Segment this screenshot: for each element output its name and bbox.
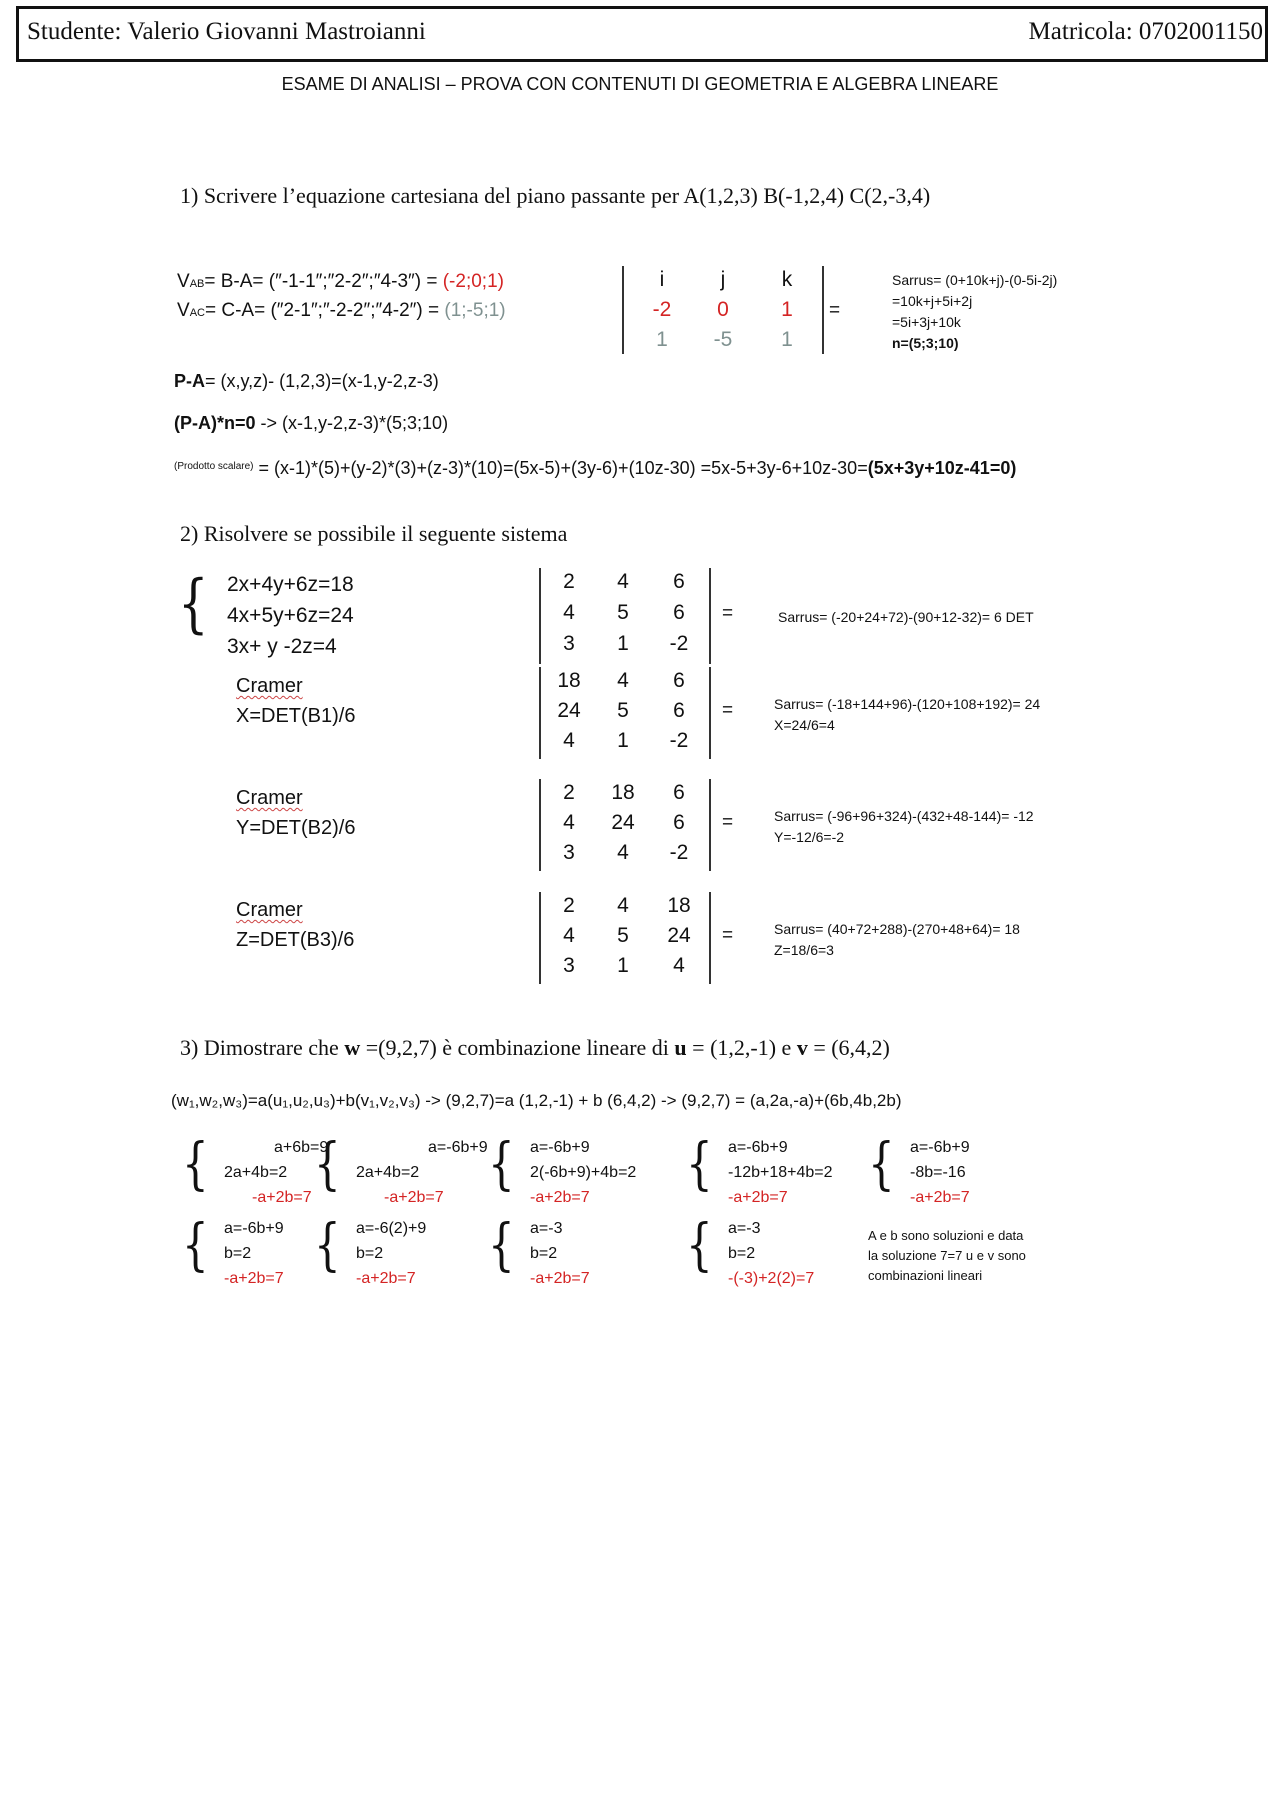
linear-system [728, 1216, 814, 1291]
matrix-cell: 4 [563, 729, 575, 752]
matrix-cell: 5 [617, 924, 629, 947]
b3-equals: = [722, 925, 734, 946]
linear-system [530, 1135, 636, 1210]
vector-u: u [674, 1035, 687, 1060]
equation: 4x+5y+6z=24 [227, 604, 354, 627]
matricola: Matricola: 0702001150 [1028, 18, 1263, 45]
matrix-cell: 1 [617, 632, 629, 655]
system-equation: a=-6(2)+9 [356, 1220, 427, 1237]
q1-vac [177, 300, 506, 322]
matrix-cell: 18 [557, 669, 581, 692]
sarrus-line: =5i+3j+10k [892, 314, 961, 330]
linear-system [910, 1135, 970, 1210]
system-equation: -12b+18+4b=2 [728, 1164, 833, 1181]
matrix-cell: k [781, 268, 793, 291]
system-equation: a=-6b+9 [728, 1139, 788, 1156]
system-brace: { [686, 1132, 713, 1197]
b2-sarrus [774, 806, 1034, 848]
linear-system [728, 1135, 833, 1210]
matrix-cell: 6 [673, 781, 685, 804]
system-brace: { [314, 1132, 341, 1197]
system-equation: -a+2b=7 [530, 1270, 590, 1287]
x-formula: X=DET(B1)/6 [236, 705, 356, 727]
matrix-cell: 4 [673, 954, 685, 977]
cramer-label: Cramer [236, 787, 303, 809]
pan-label: (P-A)*n=0 [174, 413, 256, 433]
vac-result: (1;-5;1) [444, 300, 506, 321]
matrix-cell: 4 [617, 669, 629, 692]
system-brace: { [488, 1213, 515, 1278]
matrix-cell: -2 [669, 632, 689, 655]
matrix-cell: 3 [563, 841, 575, 864]
matrix-cell: -2 [652, 298, 672, 321]
system-equation: a=-6b+9 [224, 1220, 284, 1237]
matrix-cell: j [720, 268, 726, 291]
b1-sarrus-text: Sarrus= (-18+144+96)-(120+108+192)= 24 [774, 696, 1041, 712]
system-brace: { [488, 1132, 515, 1197]
matrix-cell: 1 [781, 328, 793, 351]
conclusion-line: combinazioni lineari [868, 1268, 983, 1283]
det-equals: = [722, 603, 734, 624]
vab-text: = B-A= (″-1-1″;″2-2″;″4-3″) = [204, 271, 443, 292]
q1-pan [174, 413, 448, 434]
matrix-cell: 18 [667, 894, 691, 917]
vac-sub: AC [189, 307, 205, 319]
matrix-cell: -2 [669, 841, 689, 864]
exam-title: ESAME DI ANALISI – PROVA CON CONTENUTI DI GEOMETRIA E ALGEBRA LINEARE [281, 74, 999, 94]
student-name: Studente: Valerio Giovanni Mastroianni [27, 18, 426, 45]
q2-det-matrix [539, 568, 711, 664]
matrix-cell: 4 [617, 894, 629, 917]
system-brace: { [314, 1213, 341, 1278]
sarrus-line: Sarrus= (0+10k+j)-(0-5i-2j) [892, 272, 1058, 288]
system-equation: -a+2b=7 [530, 1189, 590, 1206]
q1-vab [177, 271, 504, 293]
linear-system [530, 1216, 590, 1291]
system-equation: -(-3)+2(2)=7 [728, 1270, 815, 1287]
vac-text: = C-A= (″2-1″;″-2-2″;″4-2″) = [204, 300, 445, 321]
b1-sarrus [774, 694, 1040, 736]
matrix-cell: 5 [617, 699, 629, 722]
matrix-cell: 24 [667, 924, 691, 947]
system-brace: { [182, 1132, 209, 1197]
cramer-z [236, 895, 354, 955]
matrix-cell: 2 [563, 781, 575, 804]
equation: 3x+ y -2z=4 [227, 635, 337, 658]
pan-text: -> (x-1,y-2,z-3)*(5;3;10) [255, 413, 449, 433]
det-sarrus-text: Sarrus= (-20+24+72)-(90+12-32)= 6 DET [778, 609, 1034, 625]
pa-text: = (x,y,z)- (1,2,3)=(x-1,y-2,z-3) [205, 371, 439, 391]
z-result: Z=18/6=3 [774, 942, 834, 958]
vector-v: v [796, 1035, 808, 1060]
matrix-cell: 1 [781, 298, 793, 321]
q1-pa [174, 371, 439, 392]
vab-sub: AB [189, 278, 205, 290]
matrix-cell: 3 [563, 954, 575, 977]
system-brace: { [182, 1213, 209, 1278]
system-equation: 2a+4b=2 [224, 1164, 288, 1181]
b2-equals: = [722, 812, 734, 833]
matrix-cell: 0 [717, 298, 729, 321]
y-formula: Y=DET(B2)/6 [236, 817, 356, 839]
system-equation: -a+2b=7 [224, 1270, 284, 1287]
q2-title: 2) Risolvere se possibile il seguente sistema [180, 521, 568, 546]
q3-conclusion [868, 1226, 1026, 1286]
b2-sarrus-text: Sarrus= (-96+96+324)-(432+48-144)= -12 [774, 808, 1034, 824]
b3-sarrus [774, 919, 1020, 961]
cramer-y [236, 783, 355, 843]
q3-relation: (w₁,w₂,w₃)=a(u₁,u₂,u₃)+b(v₁,v₂,v₃) -> (9,2,7)=a (1,2,-1) + b (6,4,2) -> (9,2,7) = (a,2a,-a)+(6b,4b,2b) [171, 1091, 902, 1110]
system-equation: -a+2b=7 [252, 1189, 312, 1206]
normal-vector: n=(5;3;10) [892, 335, 959, 351]
vab-prefix: V [177, 271, 190, 292]
q3-title-part: = (6,4,2) [807, 1035, 890, 1060]
b3-matrix [539, 892, 711, 984]
sarrus-line: =10k+j+5i+2j [892, 293, 973, 309]
matrix-cell: 6 [673, 699, 685, 722]
matrix-cell: 1 [617, 954, 629, 977]
system-brace: { [868, 1132, 895, 1197]
q1-cross-matrix [622, 266, 824, 354]
y-result: Y=-12/6=-2 [774, 829, 845, 845]
system-equation: b=2 [356, 1245, 384, 1262]
system-equation: b=2 [728, 1245, 756, 1262]
system-equation: a=-6b+9 [530, 1139, 590, 1156]
linear-system [224, 1135, 328, 1210]
matrix-cell: 2 [563, 570, 575, 593]
q3-title [180, 1035, 890, 1061]
scalar-note: (Prodotto scalare) [174, 461, 254, 472]
system-equation: -a+2b=7 [384, 1189, 444, 1206]
matrix-cell: i [659, 268, 665, 291]
system-equation: b=2 [530, 1245, 558, 1262]
system-equation: a+6b=9 [274, 1139, 329, 1156]
matrix-cell: -5 [713, 328, 733, 351]
matrix-cell: 2 [563, 894, 575, 917]
system-equation: -a+2b=7 [356, 1270, 416, 1287]
cramer-label: Cramer [236, 899, 303, 921]
system-equation: a=-6b+9 [910, 1139, 970, 1156]
vector-w: w [344, 1035, 361, 1060]
cramer-label: Cramer [236, 675, 303, 697]
vac-prefix: V [177, 300, 190, 321]
matrix-cell: 1 [617, 729, 629, 752]
system-equation: a=-3 [728, 1220, 761, 1237]
z-formula: Z=DET(B3)/6 [236, 929, 355, 951]
b2-matrix [539, 779, 711, 871]
matrix-cell: 4 [617, 570, 629, 593]
q1-scalar [174, 458, 1016, 479]
pa-label: P-A [174, 371, 205, 391]
matrix-cell: 6 [673, 570, 685, 593]
system-brace: { [686, 1213, 713, 1278]
system-equation: 2a+4b=2 [356, 1164, 420, 1181]
b3-sarrus-text: Sarrus= (40+72+288)-(270+48+64)= 18 [774, 921, 1020, 937]
matrix-cell: 1 [656, 328, 668, 351]
q1-equals: = [829, 300, 841, 321]
system-brace: { [178, 567, 209, 641]
matrix-cell: 6 [673, 669, 685, 692]
q3-title-part: = (1,2,-1) e [686, 1035, 797, 1060]
system-equation: 2(-6b+9)+4b=2 [530, 1164, 637, 1181]
matrix-cell: 4 [563, 811, 575, 834]
system-equation: -a+2b=7 [910, 1189, 970, 1206]
cramer-x [236, 671, 355, 731]
matrix-cell: 6 [673, 811, 685, 834]
system-equation: a=-6b+9 [428, 1139, 488, 1156]
q1-title: 1) Scrivere l’equazione cartesiana del piano passante per A(1,2,3) B(-1,2,4) C(2,-3,4) [180, 183, 931, 208]
b1-equals: = [722, 700, 734, 721]
linear-system [356, 1135, 488, 1210]
det-sarrus [778, 609, 1034, 625]
conclusion-line: A e b sono soluzioni e data [868, 1228, 1024, 1243]
vab-result: (-2;0;1) [442, 271, 504, 292]
system-equation: -8b=-16 [910, 1164, 966, 1181]
matrix-cell: 4 [563, 601, 575, 624]
b1-matrix [539, 667, 711, 759]
system-equation: -a+2b=7 [728, 1189, 788, 1206]
x-result: X=24/6=4 [774, 717, 835, 733]
scalar-text: = (x-1)*(5)+(y-2)*(3)+(z-3)*(10)=(5x-5)+(3y-6)+(10z-30) =5x-5+3y-6+10z-30= [253, 458, 868, 478]
system-equation: a=-3 [530, 1220, 563, 1237]
equation: 2x+4y+6z=18 [227, 573, 354, 596]
matrix-cell: 3 [563, 632, 575, 655]
plane-equation: (5x+3y+10z-41=0) [867, 458, 1017, 478]
matrix-cell: -2 [669, 729, 689, 752]
matrix-cell: 4 [563, 924, 575, 947]
matrix-cell: 4 [617, 841, 629, 864]
q1-sarrus [892, 270, 1057, 354]
conclusion-line: la soluzione 7=7 u e v sono [868, 1248, 1026, 1263]
matrix-cell: 24 [611, 811, 635, 834]
matrix-cell: 6 [673, 601, 685, 624]
q3-title-part: 3) Dimostrare che [180, 1035, 345, 1060]
system-equation: b=2 [224, 1245, 252, 1262]
matrix-cell: 24 [557, 699, 581, 722]
matrix-cell: 5 [617, 601, 629, 624]
linear-system [224, 1216, 284, 1291]
q2-system [227, 569, 354, 662]
matrix-cell: 18 [611, 781, 635, 804]
q3-title-part: =(9,2,7) è combinazione lineare di [360, 1035, 675, 1060]
linear-system [356, 1216, 426, 1291]
